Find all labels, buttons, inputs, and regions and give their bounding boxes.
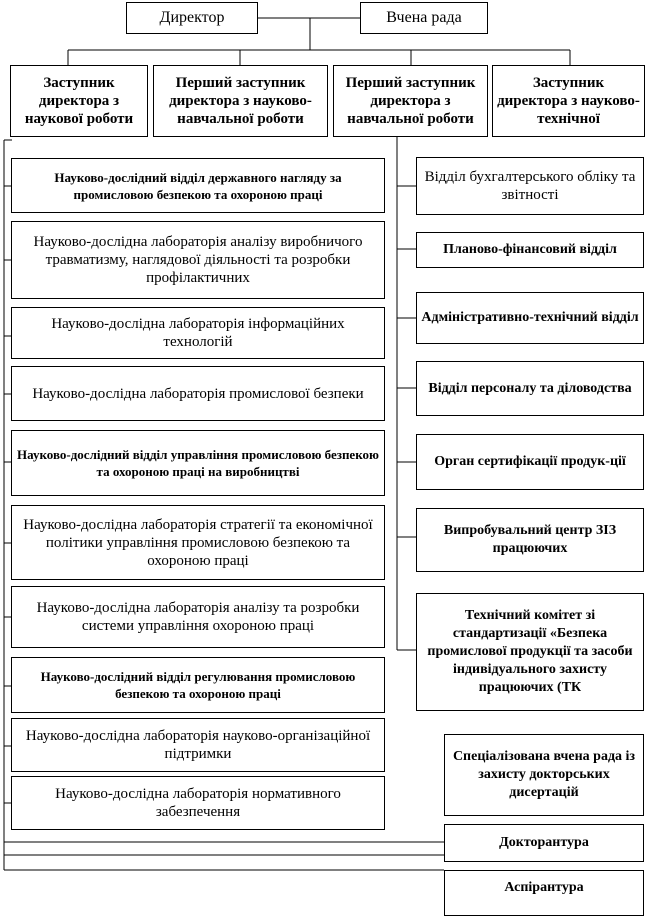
left-unit-8-label: Науково-дослідний відділ регулювання промисловою безпекою та охороною праці [40, 669, 356, 701]
left-unit-4 [11, 366, 385, 421]
right-unit-planning-finance-label: Планово-фінансовий відділ [443, 242, 617, 257]
doctoral-studies-box [444, 824, 644, 862]
right-unit-accounting-label: Відділ бухгалтерського обліку та звітності [424, 169, 636, 203]
deputy-research-box [10, 65, 148, 137]
right-unit-personnel-label: Відділ персоналу та діловодства [428, 380, 632, 396]
left-unit-9 [11, 718, 385, 772]
specialized-council-label: Спеціалізована вчена рада із захисту докторських дисертацій [452, 749, 636, 800]
first-deputy-education-box [333, 65, 488, 137]
left-unit-1 [11, 158, 385, 213]
right-unit-testing-center [416, 508, 644, 572]
left-unit-7 [11, 586, 385, 648]
right-unit-certification [416, 434, 644, 490]
postgraduate-studies-label: Аспірантура [504, 880, 584, 895]
right-unit-personnel [416, 361, 644, 416]
left-unit-3-label: Науково-дослідна лабораторія інформаційних технологій [51, 316, 345, 350]
first-deputy-science-education-label: Перший заступник директора з науково-навчальної роботи [169, 75, 312, 127]
left-unit-3 [11, 307, 385, 359]
right-unit-technical-committee [416, 593, 644, 711]
right-unit-admin-technical-label: Адміністративно-технічний відділ [421, 310, 639, 325]
left-unit-9-label: Науково-дослідна лабораторія науково-організаційної підтримки [25, 728, 371, 762]
director-label: Директор [159, 9, 225, 26]
left-unit-10 [11, 776, 385, 830]
left-unit-10-label: Науково-дослідна лабораторія нормативного забезпечення [55, 786, 341, 820]
postgraduate-studies-box [444, 870, 644, 916]
right-unit-testing-center-label: Випробувальний центр ЗІЗ працюючих [443, 523, 617, 556]
right-unit-admin-technical [416, 292, 644, 344]
left-unit-7-label: Науково-дослідна лабораторія аналізу та розробки системи управління охороною праці [36, 600, 360, 634]
specialized-council-box [444, 734, 644, 816]
right-unit-planning-finance [416, 232, 644, 268]
left-unit-2 [11, 221, 385, 299]
right-unit-accounting [416, 157, 644, 215]
deputy-scientific-technical-box [492, 65, 645, 137]
left-unit-2-label: Науково-дослідна лабораторія аналізу виробничого травматизму, наглядової діяльності та розробки профілактичних [33, 234, 363, 286]
doctoral-studies-label: Докторантура [499, 835, 589, 850]
right-unit-technical-committee-label: Технічний комітет зі стандартизації «Безпека промислової продукції та засоби індивідуального захисту працюючих (ТК [427, 608, 633, 695]
right-unit-certification-label: Орган сертифікації продук-ції [434, 454, 626, 469]
first-deputy-education-label: Перший заступник директора з навчальної роботи [345, 75, 476, 127]
left-unit-4-label: Науково-дослідна лабораторія промислової безпеки [32, 385, 364, 402]
left-unit-6-label: Науково-дослідна лабораторія стратегії та економічної політики управління промисловою безпекою та охороною праці [23, 516, 373, 569]
director-box [126, 2, 258, 34]
left-unit-8 [11, 657, 385, 713]
left-unit-5-label: Науково-дослідний відділ управління промисловою безпекою та охороною праці на виробництві [17, 447, 379, 479]
left-unit-1-label: Науково-дослідний відділ державного нагляду за промисловою безпекою та охороною праці [54, 169, 342, 202]
academic-council-label: Вчена рада [386, 9, 462, 26]
deputy-research-label: Заступник директора з наукової роботи [24, 75, 134, 127]
left-unit-6 [11, 505, 385, 580]
academic-council-box [360, 2, 488, 34]
left-unit-5 [11, 430, 385, 496]
deputy-scientific-technical-label: Заступник директора з науково-технічної [497, 75, 640, 127]
first-deputy-science-education-box [153, 65, 328, 137]
